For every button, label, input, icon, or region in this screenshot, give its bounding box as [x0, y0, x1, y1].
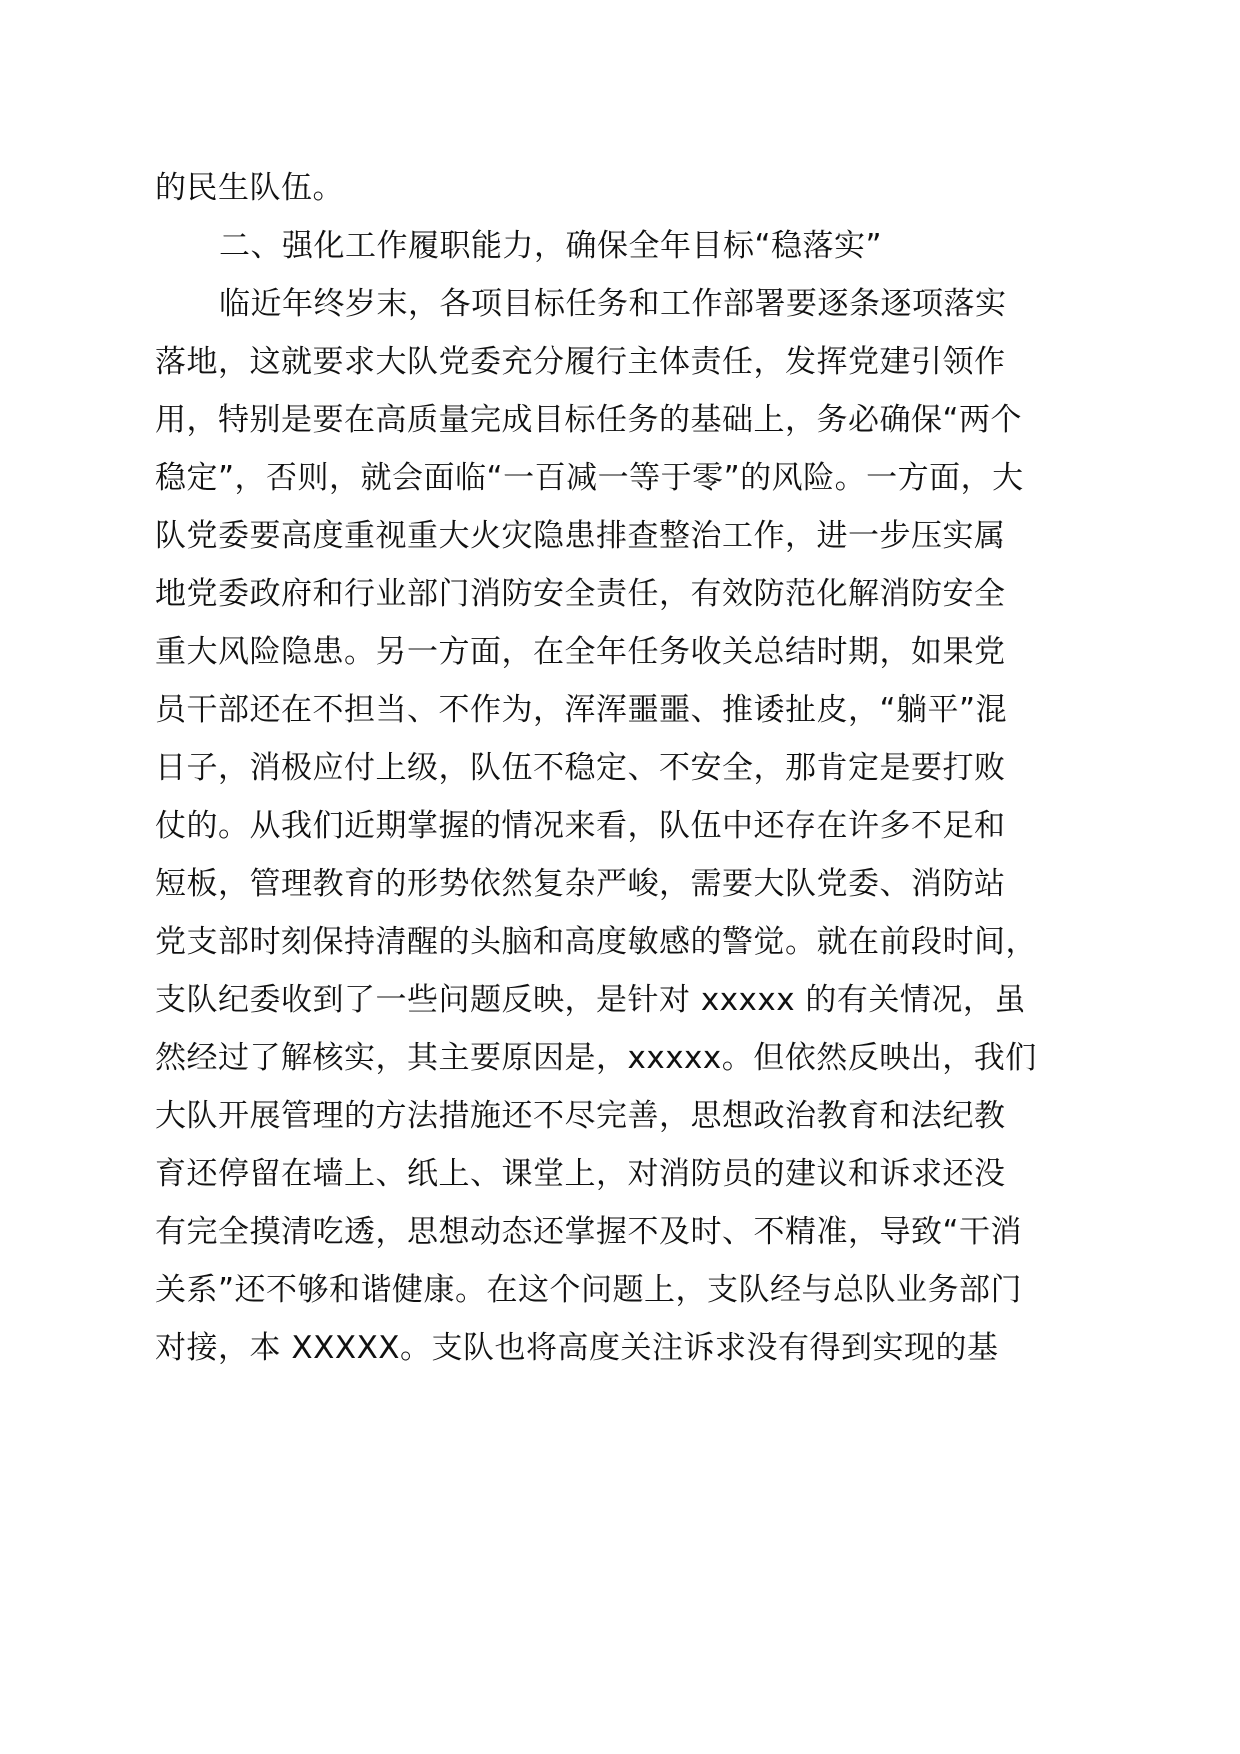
text-line-1: 的民生队伍。 — [155, 170, 344, 206]
section-heading: 二、强化工作履职能力，确保全年目标“稳落实” — [219, 228, 883, 264]
text-line-18: 育还停留在墙上、纸上、课堂上，对消防员的建议和诉求还没 — [155, 1156, 1006, 1192]
text-line-16: 然经过了解核实，其主要原因是，xxxxx。但依然反映出，我们 — [155, 1040, 1037, 1076]
text-line-20: 关系”还不够和谐健康。在这个问题上，支队经与总队业务部门 — [155, 1272, 1023, 1308]
text-line-11: 日子，消极应付上级，队伍不稳定、不安全，那肯定是要打败 — [155, 750, 1006, 786]
text-line-12: 仗的。从我们近期掌握的情况来看，队伍中还存在许多不足和 — [155, 808, 1006, 844]
text-line-9: 重大风险隐患。另一方面，在全年任务收关总结时期，如果党 — [155, 634, 1006, 670]
text-line-8: 地党委政府和行业部门消防安全责任，有效防范化解消防安全 — [155, 576, 1006, 612]
text-line-13: 短板，管理教育的形势依然复杂严峻，需要大队党委、消防站 — [155, 866, 1006, 902]
text-line-17: 大队开展管理的方法措施还不尽完善，思想政治教育和法纪教 — [155, 1098, 1006, 1134]
text-line-7: 队党委要高度重视重大火灾隐患排查整治工作，进一步压实属 — [155, 518, 1006, 554]
text-line-10: 员干部还在不担当、不作为，浑浑噩噩、推诿扯皮，“躺平”混 — [155, 692, 1008, 728]
text-line-3: 临近年终岁末，各项目标任务和工作部署要逐条逐项落实 — [219, 286, 1007, 322]
text-line-5: 用，特别是要在高质量完成目标任务的基础上，务必确保“两个 — [155, 402, 1023, 438]
text-line-21: 对接，本 XXXXX。支队也将高度关注诉求没有得到实现的基 — [155, 1330, 999, 1366]
text-line-4: 落地，这就要求大队党委充分履行主体责任，发挥党建引领作 — [155, 344, 1006, 380]
text-line-14: 党支部时刻保持清醒的头脑和高度敏感的警觉。就在前段时间， — [155, 924, 1037, 960]
text-line-15: 支队纪委收到了一些问题反映，是针对 xxxxx 的有关情况，虽 — [155, 982, 1026, 1018]
text-line-19: 有完全摸清吃透，思想动态还掌握不及时、不精准，导致“干消 — [155, 1214, 1023, 1250]
text-line-6: 稳定”，否则，就会面临“一百减一等于零”的风险。一方面，大 — [155, 460, 1024, 496]
